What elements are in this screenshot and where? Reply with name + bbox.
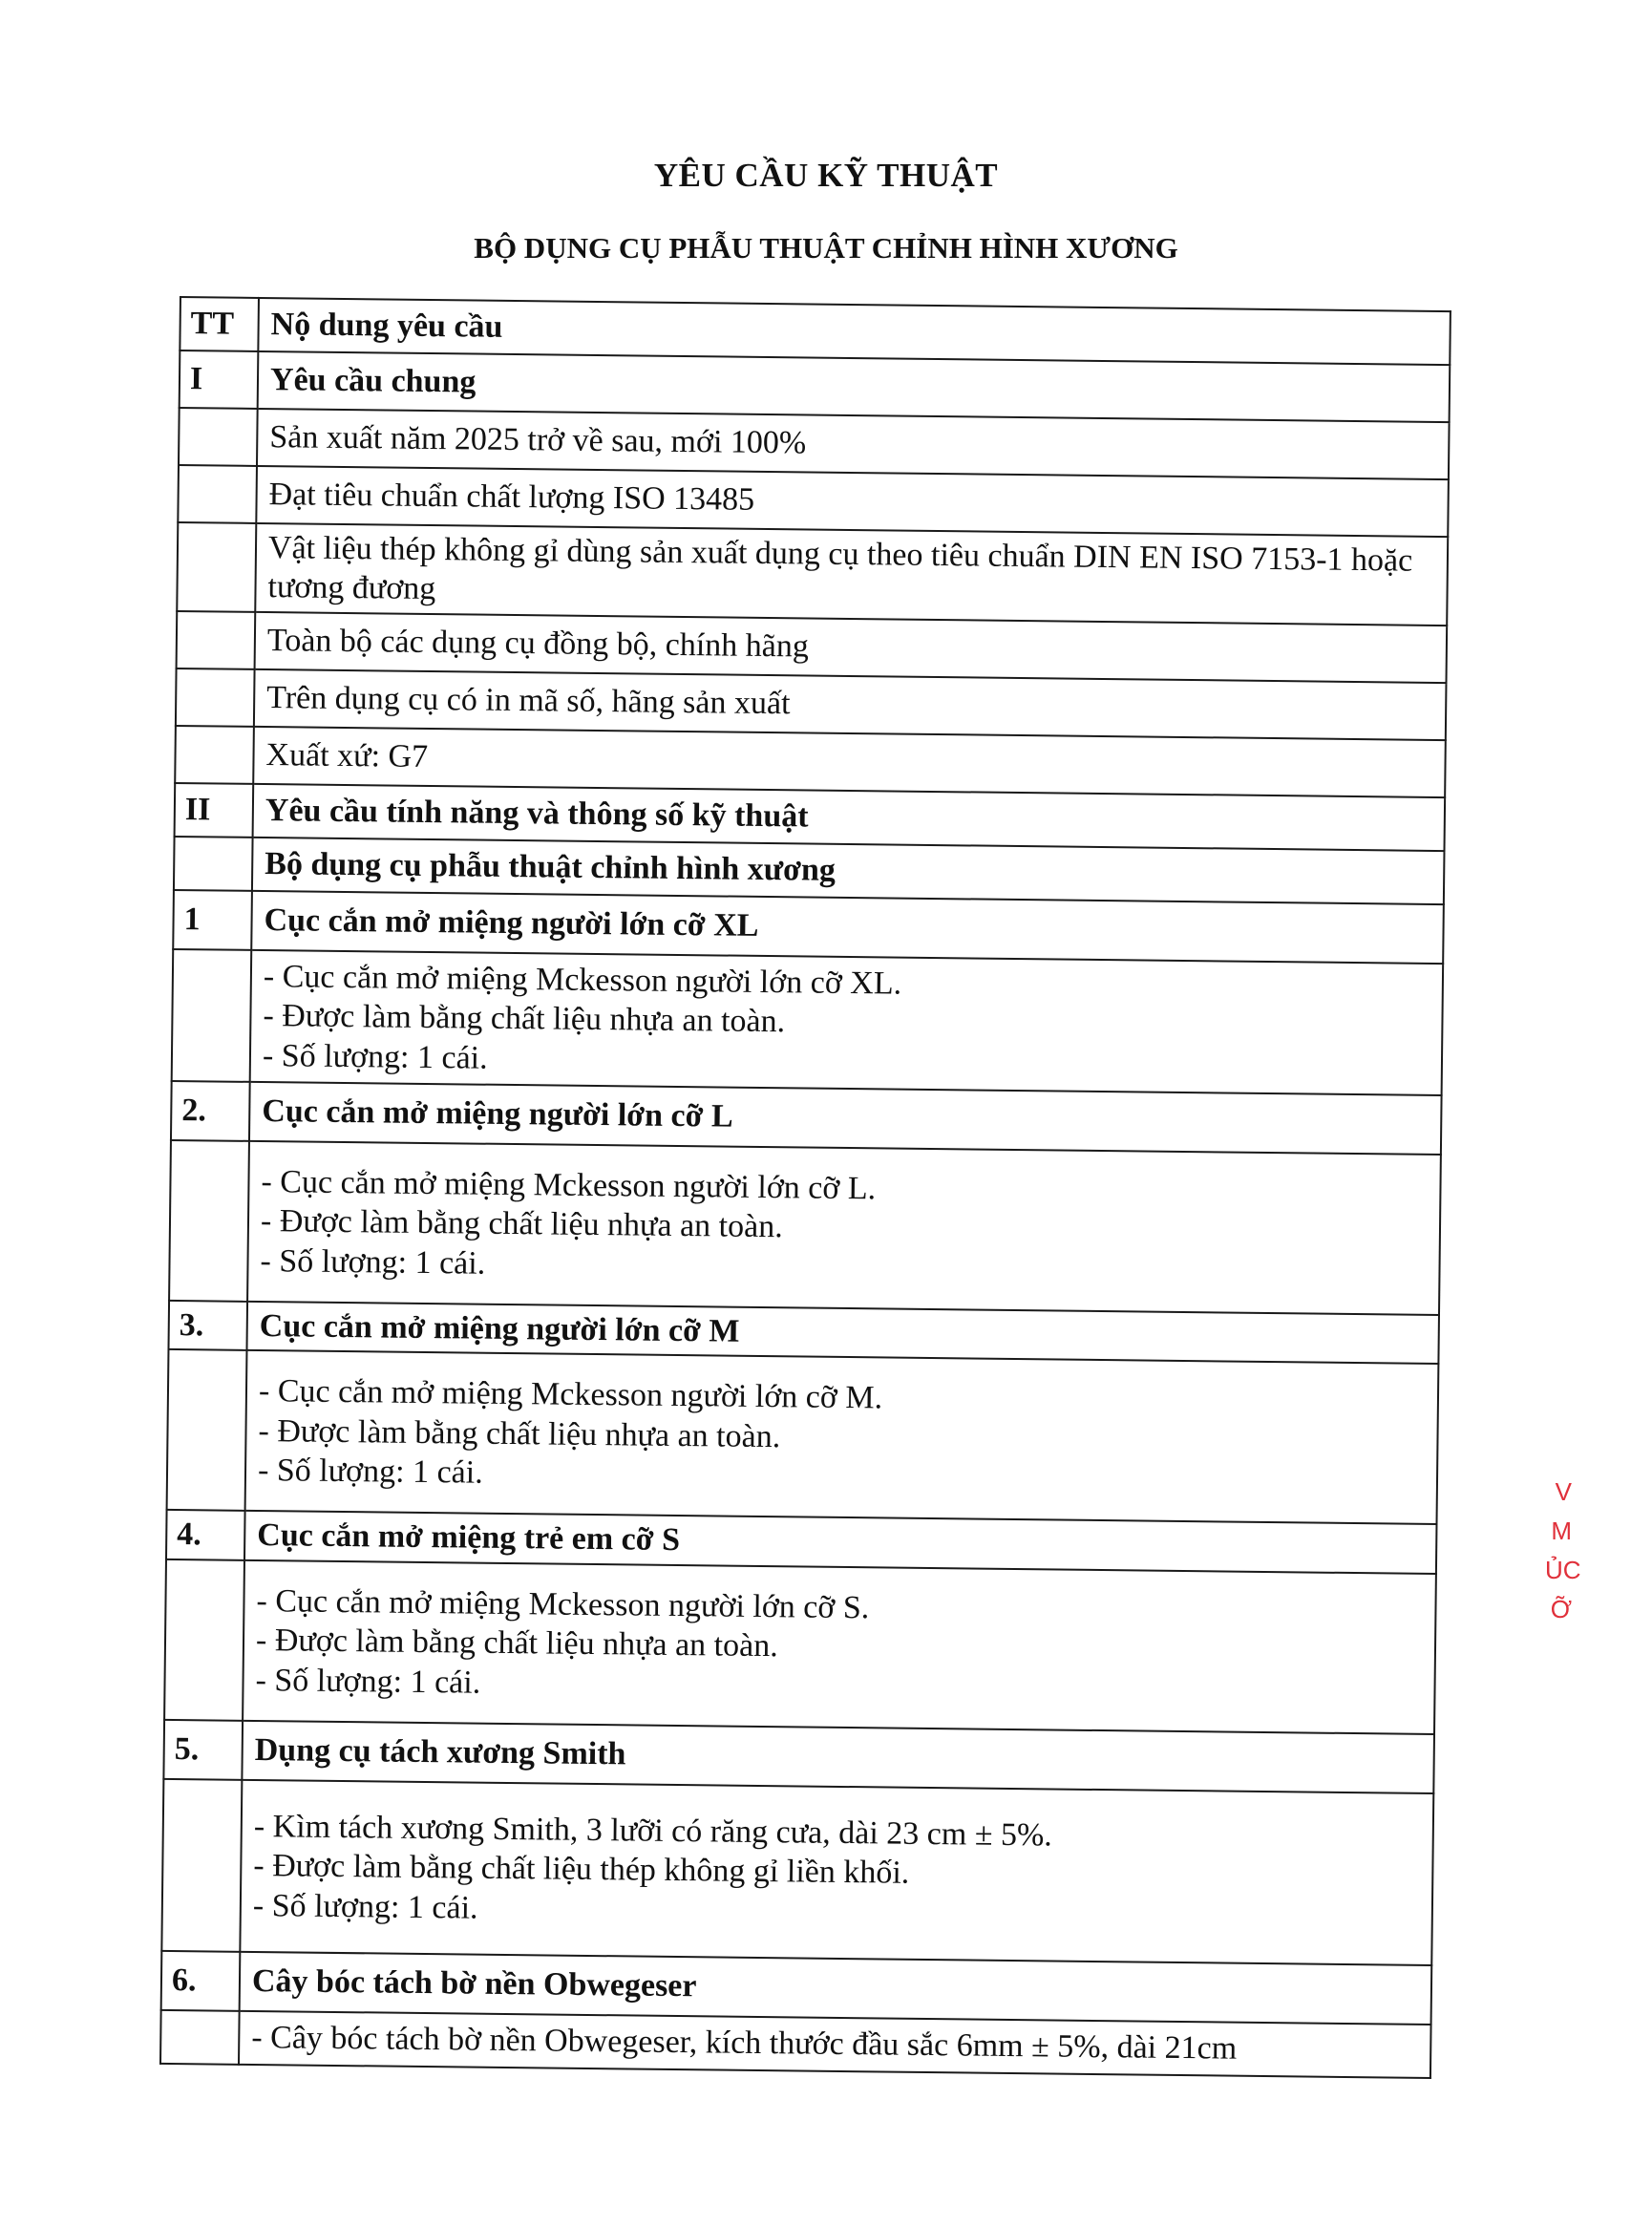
row-content: Cục cắn mở miệng người lớn cỡ M [246,1302,1439,1365]
row-tt: 6. [161,1951,241,2011]
detail-line: - Số lượng: 1 cái. [262,1037,488,1076]
row-content: Sản xuất năm 2025 trở về sau, mới 100% [257,409,1450,479]
detail-line: - Số lượng: 1 cái. [255,1662,481,1701]
row-tt: I [180,350,259,409]
table-row [177,522,1448,626]
row-content: Toàn bộ các dụng cụ đồng bộ, chính hãng [255,612,1448,683]
row-content: Trên dụng cụ có in mã số, hãng sản xuất [254,669,1447,740]
detail-line: - Số lượng: 1 cái. [252,1887,478,1926]
requirements-table-body [160,297,1451,2078]
detail-line: - Số lượng: 1 cái. [260,1242,486,1282]
stamp-text: ỦC [1545,1556,1581,1585]
row-content [243,1560,1436,1734]
row-tt [169,1140,249,1302]
row-content: Cục cắn mở miệng trẻ em cỡ S [244,1511,1437,1574]
row-content: Vật liệu thép không gỉ dùng sản xuất dụng cụ theo tiêu chuẩn DIN EN ISO 7153-1 hoặc tương đương [255,523,1448,626]
detail-line: - Được làm bằng chất liệu nhựa an toàn. [260,1203,783,1245]
row-tt: 4. [166,1510,245,1559]
detail-line: - Số lượng: 1 cái. [257,1453,483,1491]
detail-line: - Kìm tách xương Smith, 3 lưỡi có răng cưa, dài 23 cm ± 5%. [253,1808,1053,1854]
row-tt [176,668,255,727]
requirements-table [159,296,1451,2079]
row-tt [177,611,256,669]
red-stamp-fragment [1545,1389,1581,1647]
row-tt [178,465,257,523]
row-tt: 1 [173,890,252,950]
row-tt [160,2010,240,2065]
table-row [164,1559,1436,1734]
detail-line: - Được làm bằng chất liệu nhựa an toàn. [255,1623,778,1665]
row-content: Yêu cầu tính năng và thông số kỹ thuật [253,784,1446,851]
table-row [172,949,1443,1095]
header-tt: TT [180,297,259,351]
row-content: Yêu cầu chung [258,351,1451,422]
row-tt [174,837,253,891]
row-content: Xuất xứ: G7 [253,727,1446,797]
document-title: YÊU CẦU KỸ THUẬT [653,157,999,194]
table-row [169,1140,1441,1315]
header-content: Nộ dung yêu cầu [258,298,1451,365]
row-content: Bộ dụng cụ phẫu thuật chỉnh hình xương [252,838,1445,904]
row-tt: 2. [171,1081,250,1141]
detail-line: - Được làm bằng chất liệu thép không gỉ liền khối. [253,1848,910,1891]
detail-line: - Cục cắn mở miệng Mckesson người lớn cỡ M. [258,1373,883,1416]
row-tt [167,1349,247,1511]
row-tt [164,1559,244,1721]
stamp-text: Ỡ [1550,1595,1572,1624]
table-row [167,1349,1439,1524]
table-row [161,1779,1433,1965]
row-tt: 5. [163,1720,243,1780]
detail-line: - Cục cắn mở miệng Mckesson người lớn cỡ XL. [263,958,902,1002]
row-tt: 3. [168,1301,247,1350]
detail-line: - Cục cắn mở miệng Mckesson người lớn cỡ L. [261,1163,877,1207]
row-content: Cây bóc tách bờ nền Obwegeser [240,1952,1432,2025]
row-tt [172,949,252,1082]
detail-line: - Được làm bằng chất liệu nhựa an toàn. [263,998,786,1040]
row-content [250,950,1443,1095]
row-tt [179,408,258,466]
stamp-text: V [1555,1477,1572,1506]
row-tt [175,726,254,784]
row-tt [161,1779,242,1952]
row-content: Cục cắn mở miệng người lớn cỡ L [249,1082,1442,1155]
stamp-text: M [1551,1516,1572,1546]
row-content [240,1780,1433,1965]
detail-line: - Cục cắn mở miệng Mckesson người lớn cỡ S. [256,1582,870,1625]
row-content [247,1141,1441,1315]
row-content [245,1350,1439,1524]
row-content: Đạt tiêu chuẩn chất lượng ISO 13485 [256,466,1449,537]
document-subtitle: BỘ DỤNG CỤ PHẪU THUẬT CHỈNH HÌNH XƯƠNG [474,231,1178,265]
detail-line: - Cây bóc tách bờ nền Obwegeser, kích thước đầu sắc 6mm ± 5%, dài 21cm [251,2020,1238,2067]
row-content: Dụng cụ tách xương Smith [242,1721,1434,1793]
row-tt [177,522,256,612]
row-content: Cục cắn mở miệng người lớn cỡ XL [251,891,1444,964]
detail-line: - Được làm bằng chất liệu nhựa an toàn. [258,1412,781,1454]
row-tt: II [175,783,254,838]
